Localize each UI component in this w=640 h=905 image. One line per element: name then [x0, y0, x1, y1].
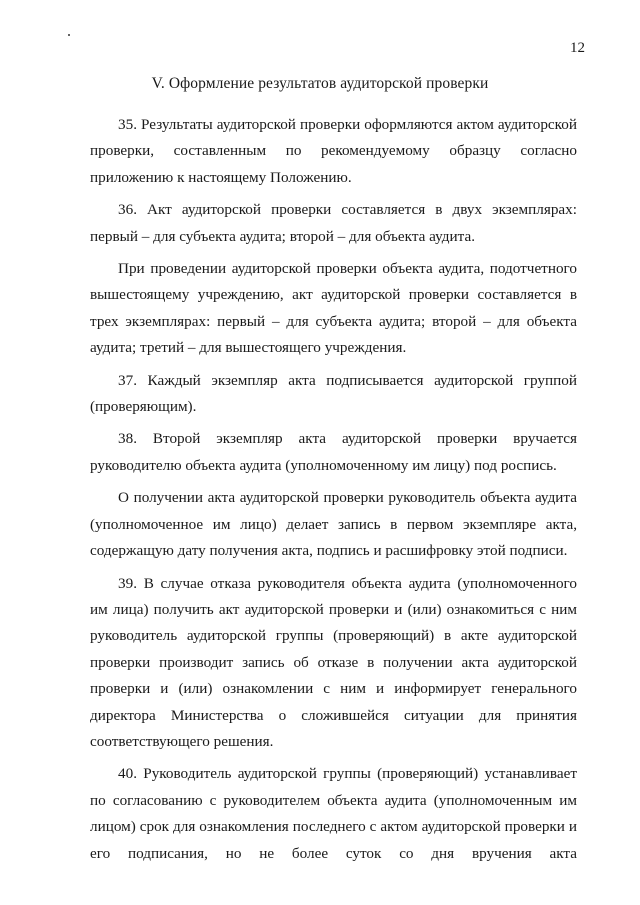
scan-speck: [68, 34, 70, 36]
paragraph-38-continued: О получении акта аудиторской проверки руководитель объекта аудита (уполномоченное им лицо) делает запись в первом экземпляре акта, содержащую дату получения акта, подпись и расшифровку этой подписи.: [90, 489, 577, 560]
document-body: [90, 112, 577, 867]
paragraph-36-continued: При проведении аудиторской проверки объекта аудита, подотчетного вышестоящему учреждению, акт аудиторской проверки составляется в трех экземплярах: первый – для субъекта аудита; второй – для объекта аудита; третий – для вышестоящего учреждения.: [90, 260, 577, 357]
paragraph-37: 37. Каждый экземпляр акта подписывается аудиторской группой (проверяющим).: [90, 371, 577, 416]
paragraph-36: 36. Акт аудиторской проверки составляется в двух экземплярах: первый – для субъекта аудита; второй – для объекта аудита.: [90, 201, 577, 245]
paragraph-35: 35. Результаты аудиторской проверки оформляются актом аудиторской проверки, составленным по рекомендуемому образцу согласно приложению к настоящему Положению.: [90, 116, 577, 186]
paragraph-40: 40. Руководитель аудиторской группы (проверяющий) устанавливает по согласованию с руководителем объекта аудита (уполномоченным им лицом) срок для ознакомления последнего с актом аудиторской проверки и его подписания, но не более суток со дня вручения акта: [90, 765, 577, 862]
section-heading: V. Оформление результатов аудиторской проверки: [151, 75, 489, 92]
paragraph-38: 38. Второй экземпляр акта аудиторской проверки вручается руководителю объекта аудита (уполномоченному им лицу) под роспись.: [90, 430, 577, 474]
paragraph-39: 39. В случае отказа руководителя объекта аудита (уполномоченного им лица) получить акт аудиторской проверки и (или) ознакомиться с ним руководитель аудиторской группы (проверяющий) в акте аудиторской проверки производит запись об отказе в получении акта аудиторской проверки и (или) ознакомлении с ним и информирует генерального директора Министерства о сложившейся ситуации для принятия соответствующего решения.: [90, 574, 577, 750]
page-number: 12: [570, 40, 585, 56]
